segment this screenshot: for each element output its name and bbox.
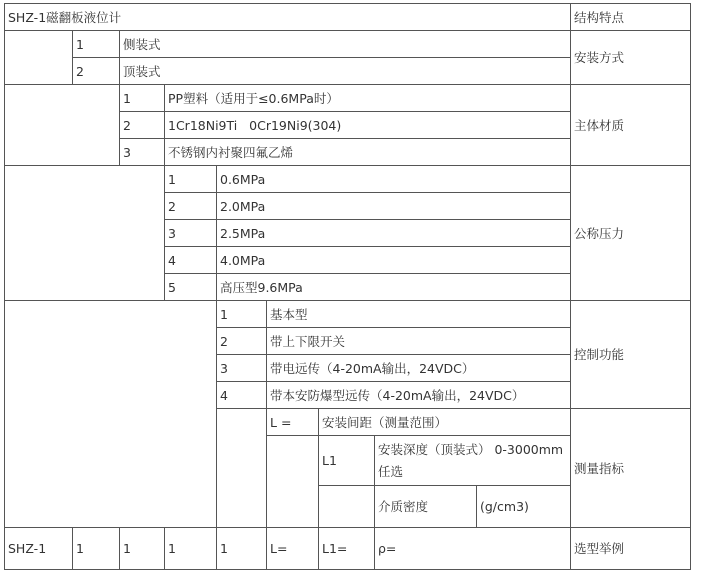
control-row — [5, 301, 691, 328]
control-code: 4 — [217, 382, 267, 409]
pressure-option: 0.6MPa — [217, 166, 571, 193]
material-row — [5, 85, 691, 112]
material-code: 1 — [120, 85, 165, 112]
density-label: 介质密度 — [375, 486, 477, 528]
example-code: 1 — [73, 528, 120, 570]
measure-label: 测量指标 — [571, 409, 691, 528]
spacer-cell — [267, 436, 319, 528]
pressure-code: 3 — [165, 220, 217, 247]
example-rho: ρ= — [375, 528, 571, 570]
install-row — [5, 31, 691, 58]
material-option: 1Cr18Ni9Ti 0Cr19Ni9(304) — [165, 112, 571, 139]
pressure-row — [5, 166, 691, 193]
control-code: 1 — [217, 301, 267, 328]
selection-table — [4, 3, 691, 570]
install-option: 顶装式 — [120, 58, 571, 85]
control-code: 3 — [217, 355, 267, 382]
features-header: 结构特点 — [571, 4, 691, 31]
l1-label: L1 — [319, 436, 375, 486]
material-option: PP塑料（适用于≤0.6MPa时） — [165, 85, 571, 112]
pressure-option: 2.0MPa — [217, 193, 571, 220]
control-option: 带电远传（4-20mA输出，24VDC） — [267, 355, 571, 382]
material-option: 不锈钢内衬聚四氟乙烯 — [165, 139, 571, 166]
product-title: SHZ-1磁翻板液位计 — [5, 4, 571, 31]
l-label: L = — [267, 409, 319, 436]
material-code: 2 — [120, 112, 165, 139]
example-l1: L1= — [319, 528, 375, 570]
example-label: 选型举例 — [571, 528, 691, 570]
pressure-option: 4.0MPa — [217, 247, 571, 274]
pressure-code: 4 — [165, 247, 217, 274]
pressure-code: 1 — [165, 166, 217, 193]
example-code: 1 — [120, 528, 165, 570]
pressure-option: 高压型9.6MPa — [217, 274, 571, 301]
install-code: 1 — [73, 31, 120, 58]
control-option: 带本安防爆型远传（4-20mA输出，24VDC） — [267, 382, 571, 409]
pressure-label: 公称压力 — [571, 166, 691, 301]
example-code: 1 — [165, 528, 217, 570]
l1-desc: 安装深度（顶装式） 0-3000mm任选 — [375, 436, 571, 486]
control-code: 2 — [217, 328, 267, 355]
example-l: L= — [267, 528, 319, 570]
example-row — [5, 528, 691, 570]
material-code: 3 — [120, 139, 165, 166]
pressure-option: 2.5MPa — [217, 220, 571, 247]
control-label: 控制功能 — [571, 301, 691, 409]
install-label: 安装方式 — [571, 31, 691, 85]
control-option: 带上下限开关 — [267, 328, 571, 355]
density-unit: (g/cm3) — [477, 486, 571, 528]
spacer-cell — [217, 409, 267, 528]
pressure-code: 5 — [165, 274, 217, 301]
example-model: SHZ-1 — [5, 528, 73, 570]
spacer-cell — [5, 301, 217, 528]
header-row — [5, 4, 691, 31]
control-option: 基本型 — [267, 301, 571, 328]
pressure-code: 2 — [165, 193, 217, 220]
l-desc: 安装间距（测量范围） — [319, 409, 571, 436]
example-code: 1 — [217, 528, 267, 570]
install-option: 侧装式 — [120, 31, 571, 58]
spacer-cell — [319, 486, 375, 528]
material-label: 主体材质 — [571, 85, 691, 166]
spacer-cell — [5, 166, 165, 301]
spacer-cell — [5, 85, 120, 166]
install-code: 2 — [73, 58, 120, 85]
spacer-cell — [5, 31, 73, 85]
